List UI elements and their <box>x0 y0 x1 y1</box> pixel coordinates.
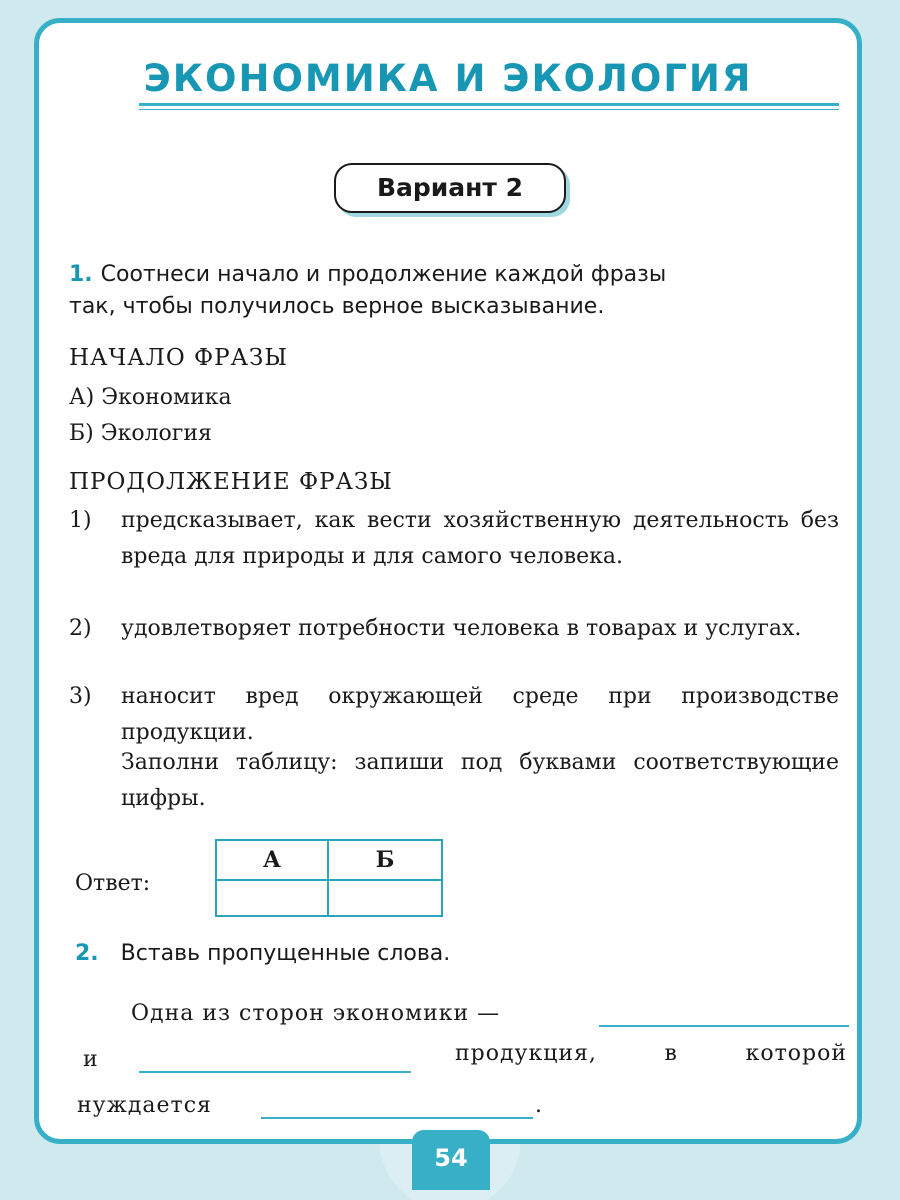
continuation-item-1-number: 1) <box>69 508 92 533</box>
page-number: 54 <box>412 1130 490 1190</box>
continuation-item-2-number: 2) <box>69 616 92 641</box>
continuation-item-2 <box>69 611 839 647</box>
question-2-line3-end: . <box>535 1093 543 1118</box>
question-1-number: 1. <box>69 262 93 287</box>
answer-cell-b[interactable] <box>329 881 441 915</box>
blank-3[interactable] <box>261 1117 533 1119</box>
question-2-number: 2. <box>75 941 99 966</box>
continuation-heading: ПРОДОЛЖЕНИЕ ФРАЗЫ <box>69 469 393 495</box>
answer-table <box>215 839 443 917</box>
question-1-prompt-line2: так, чтобы получилось верное высказывание. <box>69 294 605 319</box>
continuation-item-2-text: удовлетворяет потребности человека в товарах и услугах. <box>121 616 802 641</box>
table-instruction: Заполни таблицу: запиши под буквами соответствующие цифры. <box>121 750 839 811</box>
question-2-prompt: Вставь пропущенные слова. <box>120 941 451 966</box>
question-2-line2-start: и <box>83 1047 99 1072</box>
title-underline <box>139 103 839 106</box>
continuation-item-1-text: предсказывает, как вести хозяйственную деятельность без вреда для природы и для самого человека. <box>121 508 839 569</box>
worksheet-page <box>34 18 862 1144</box>
continuation-item-3-text: наносит вред окружающей среде при производстве продукции. <box>121 684 839 745</box>
question-2-line2-end: продукция, в которой <box>455 1041 847 1066</box>
question-1-line1 <box>69 259 849 291</box>
answer-label: Ответ: <box>75 871 151 896</box>
blank-1[interactable] <box>599 1025 849 1027</box>
start-heading: НАЧАЛО ФРАЗЫ <box>69 345 288 371</box>
answer-cell-a[interactable] <box>217 881 329 915</box>
page-title: ЭКОНОМИКА И ЭКОЛОГИЯ <box>143 57 753 100</box>
question-2-line1: Одна из сторон экономики — <box>131 1001 501 1026</box>
question-2 <box>75 941 450 966</box>
question-1 <box>69 259 849 323</box>
start-item-b: Б) Экология <box>69 421 212 446</box>
continuation-item-3-number: 3) <box>69 684 92 709</box>
answer-header-a: А <box>217 841 329 881</box>
blank-2[interactable] <box>139 1071 411 1073</box>
variant-badge: Вариант 2 <box>334 163 566 213</box>
continuation-item-1 <box>69 503 839 575</box>
question-2-line3-start: нуждается <box>77 1093 212 1118</box>
title-underline-thin <box>139 109 839 110</box>
answer-header-b: Б <box>329 841 441 881</box>
continuation-item-3 <box>69 679 839 751</box>
start-item-a: А) Экономика <box>69 385 232 410</box>
question-1-prompt-line1: Соотнеси начало и продолжение каждой фразы <box>100 262 667 287</box>
